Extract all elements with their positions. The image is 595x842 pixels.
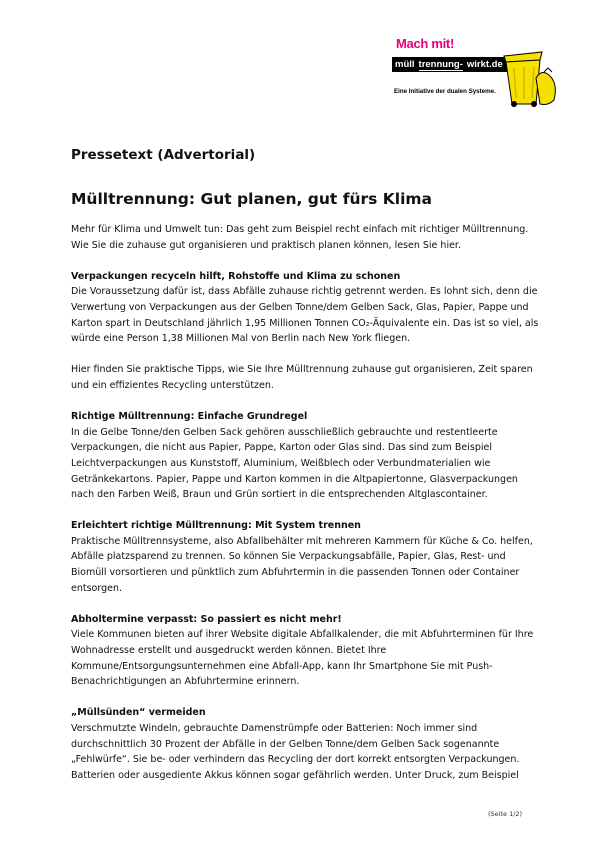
section-paragraph: Viele Kommunen bieten auf ihrer Website digitale Abfallkalender, die mit Abfuhrterminen für Ihre Wohnadresse erstellt und ausgedruckt werden können. Bietet Ihre Kommune/Entsorgungsunternehmen eine Abfall-App, kann Ihr Smartphone Sie mit Push-Benachrichtigungen an Abfuhrtermine erinnern. — [71, 629, 534, 688]
logo-initiative: Eine Initiative der dualen Systeme. — [394, 88, 496, 95]
section-heading: „Müllsünden“ vermeiden — [71, 707, 206, 719]
logo-word-trennung: trennung- — [418, 58, 463, 70]
section-paragraph: Verschmutzte Windeln, gebrauchte Damenstrümpfe oder Batterien: Noch immer sind durchschnittlich 30 Prozent der Abfälle in der Gelben Tonne/dem Gelben Sack sogenannte „Fehlwürfe“. Sie be- oder verhindern das Recycling der dort korrekt entsorgten Verpackungen. Batterien oder ausgediente Akkus können sogar gefährlich werden. Unter Druck, zum Beispiel — [71, 723, 520, 781]
intro-paragraph: Mehr für Klima und Umwelt tun: Das geht zum Beispiel recht einfach mit richtiger Mülltrennung. Wie Sie die zuhause gut organisieren und praktisch planen können, lesen Sie hier. — [71, 224, 529, 251]
logo-word-muell: müll — [395, 59, 415, 70]
section-heading: Erleichtert richtige Mülltrennung: Mit System trennen — [71, 520, 361, 532]
logo[interactable] — [392, 36, 562, 108]
section-paragraph: Die Voraussetzung dafür ist, dass Abfälle zuhause richtig getrennt werden. Es lohnt sich, denn die Verwertung von Verpackungen aus der Gelben Tonne/dem Gelben Sack, Glas, Papier, Pappe und Karton spart in Deutschland jährlich 1,95 Millionen Tonnen CO₂-Äquivalente ein. Das ist so viel, als würde eine Person 1,38 Millionen Mal von Berlin nach New York fliegen. — [71, 286, 539, 345]
section-heading: Richtige Mülltrennung: Einfache Grundregel — [71, 411, 308, 423]
section-paragraph: In die Gelbe Tonne/den Gelben Sack gehören ausschließlich gebrauchte und restentleerte Verpackungen, die nicht aus Papier, Pappe, Karton oder Glas sind. Das sind zum Beispiel Leichtverpackungen aus Kunststoff, Aluminium, Weißblech oder Verbundmaterialien wie Getränkekartons. Papier, Pappe und Karton kommen in die Altpapiertonne, Glasverpackungen nach den Farben Weiß, Braun und Grün sortiert in die entsprechenden Altglascontainer. — [71, 426, 518, 501]
section-heading: Abholtermine verpasst: So passiert es nicht mehr! — [71, 613, 342, 625]
logo-word-wirkt: wirkt.de — [466, 59, 503, 70]
tips-paragraph: Hier finden Sie praktische Tipps, wie Sie Ihre Mülltrennung zuhause gut organisieren, Zeit sparen und ein effizientes Recycling unterstützen. — [71, 364, 533, 391]
page-number: (Seite 1/2) — [488, 810, 523, 818]
section-paragraph: Praktische Mülltrennsysteme, also Abfallbehälter mit mehreren Kammern für Küche & Co. helfen, Abfälle platzsparend zu trennen. So können Sie Verpackungsabfälle, Papier, Glas, Rest- und Biomüll vorsortieren und pünktlich zum Abfuhrtermin in die passenden Tonnen oder Container entsorgen. — [71, 535, 533, 594]
document-type-label: Pressetext (Advertorial) — [71, 147, 256, 163]
document-title: Mülltrennung: Gut planen, gut fürs Klima — [71, 190, 433, 208]
logo-slogan: Mach mit! — [396, 36, 454, 51]
section-heading: Verpackungen recyceln hilft, Rohstoffe und Klima zu schonen — [71, 270, 401, 282]
recycling-bin-icon — [492, 38, 562, 108]
document-body — [71, 222, 541, 799]
